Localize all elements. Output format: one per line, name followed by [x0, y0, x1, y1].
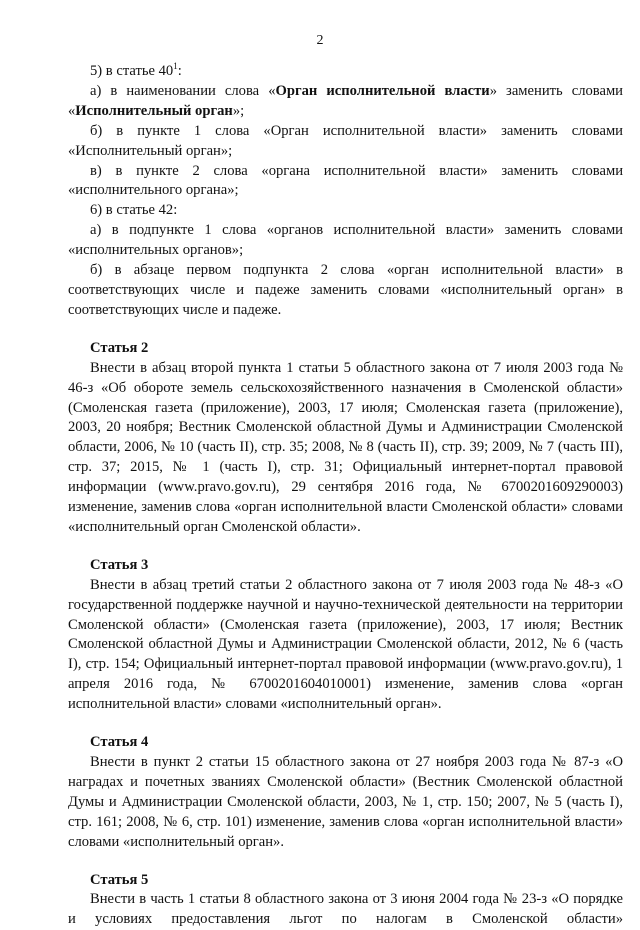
item-5a-text-1: а) в наименовании слова «: [90, 82, 276, 99]
item-5b: б) в пункте 1 слова «Орган исполнительной власти» заменить словами «Исполнительный орган»;: [68, 122, 623, 159]
document-body: [68, 62, 623, 930]
item-5-heading-text: 5) в статье 40: [90, 63, 174, 79]
item-6-heading: 6) в статье 42:: [90, 202, 178, 219]
item-5c: в) в пункте 2 слова «органа исполнительной власти» заменить словами «исполнительного органа»;: [68, 162, 623, 199]
article-2-title: Статья 2: [90, 339, 149, 356]
article-3-title: Статья 3: [90, 556, 149, 573]
item-5a-text-3: »;: [232, 102, 245, 119]
article-5-text: Внести в часть 1 статьи 8 областного закона от 3 июня 2004 года № 23-з «О порядке и условиях предоставления льгот по налогам в Смоленской области»: [68, 891, 623, 928]
item-5a-bold-1: Орган исполнительной власти: [275, 82, 490, 99]
article-4-text: Внести в пункт 2 статьи 15 областного закона от 27 ноября 2003 года № 87-з «О наградах и почетных званиях Смоленской области» (Вестник Смоленской областной Думы и Администрации Смоленской области, 2003, № 1, стр. 150; 2007, № 5 (часть I), стр. 161; 2008, № 6, стр. 101) изменение, заменив слова «орган исполнительной власти» словами «исполнительный орган».: [68, 754, 623, 850]
article-5-title: Статья 5: [90, 871, 149, 888]
item-5a-text-2: » заменить словами «: [68, 82, 623, 119]
item-5-superscript: 1: [173, 61, 178, 71]
article-2-text: Внести в абзац второй пункта 1 статьи 5 областного закона от 7 июля 2003 года № 46-з «Об обороте земель сельскохозяйственного назначения в Смоленской области» (Смоленская газета (приложение), 2003, 17 июля; Смоленская газета (приложение), 2003, 20 ноября; Вестник Смоленской областной Думы и Администрации Смоленской области, 2006, № 10 (часть II), стр. 35; 2008, № 8 (часть II), стр. 39; 2009, № 7 (часть III), стр. 37; 2015, № 1 (часть I), стр. 31; Официальный интернет-портал правовой информации (www.pravo.gov.ru), 29 сентября 2016 года, № 6700201609290003) изменение, заменив слова «орган исполнительной власти Смоленской области» словами «исполнительный орган Смоленской области».: [68, 359, 623, 535]
item-5-heading: [68, 62, 623, 82]
page-number: 2: [316, 33, 324, 48]
item-5a-bold-2: Исполнительный орган: [75, 102, 233, 119]
article-3-text: Внести в абзац третий статьи 2 областного закона от 7 июля 2003 года № 48-з «О государственной поддержке научной и научно-технической деятельности на территории Смоленской области» (Смоленская газета (приложение), 2003, 17 июля; Вестник Смоленской областной Думы и Администрации Смоленской области, 2012, № 6 (часть I), стр. 154; Официальный интернет-портал правовой информации (www.pravo.gov.ru), 1 апреля 2016 года, № 6700201604010001) изменение, заменив слова «орган исполнительной власти» словами «исполнительный орган».: [68, 576, 623, 713]
item-6a: а) в подпункте 1 слова «органов исполнительной власти» заменить словами «исполнительных органов»;: [68, 222, 623, 259]
item-6b: б) в абзаце первом подпункта 2 слова «орган исполнительной власти» в соответствующих числе и падеже заменить словами «исполнительный орган» в соответствующих числе и падеже.: [68, 262, 623, 318]
article-4-title: Статья 4: [90, 734, 149, 751]
item-5-heading-colon: :: [177, 63, 182, 79]
item-5a: [68, 82, 623, 122]
